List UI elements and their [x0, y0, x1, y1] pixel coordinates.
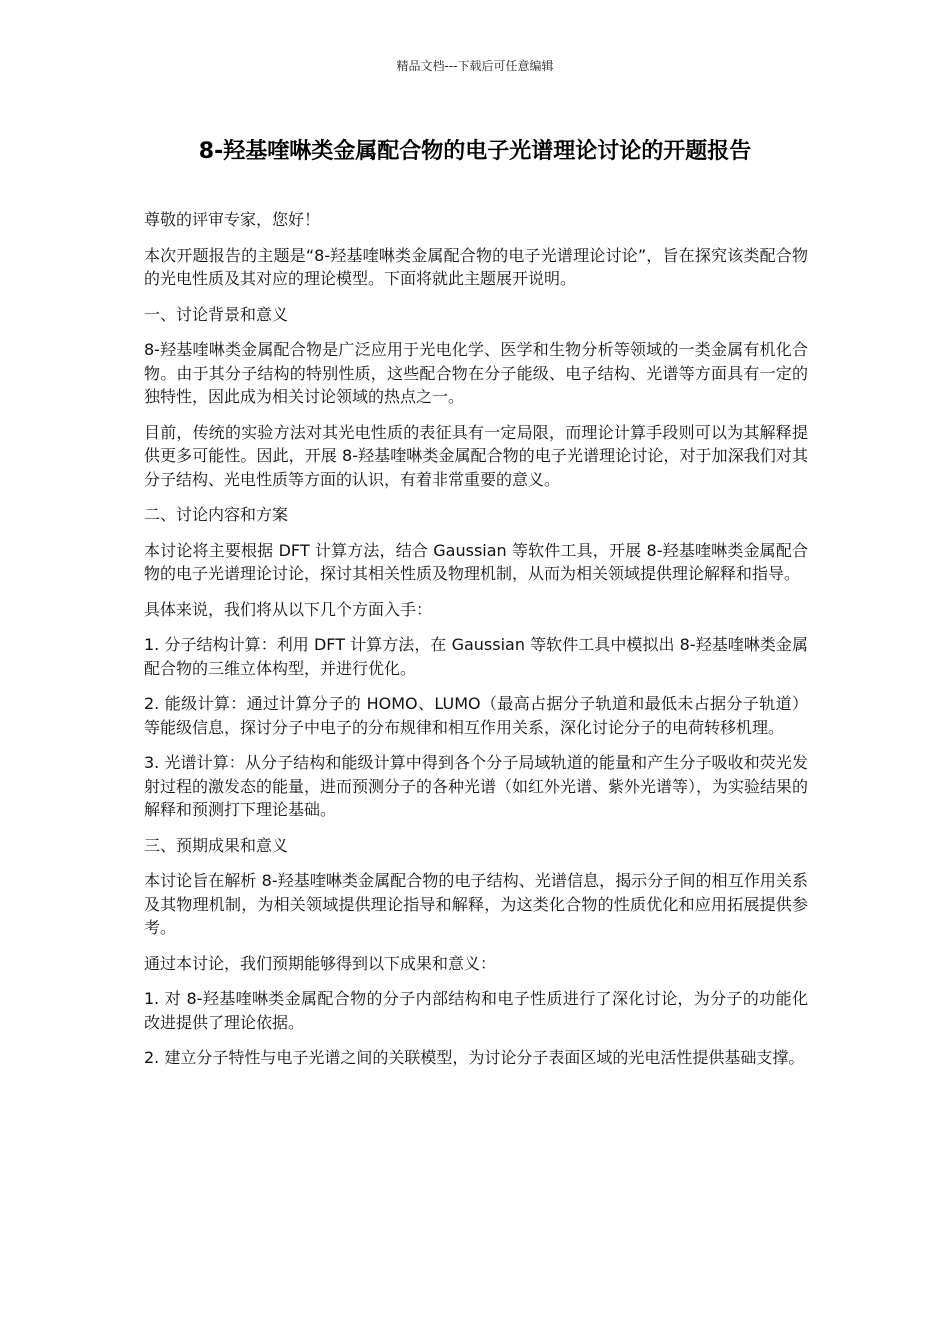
section-heading-outcomes: 三、预期成果和意义: [144, 835, 289, 855]
list-item: 2. 能级计算：通过计算分子的 HOMO、LUMO（最高占据分子轨道和最低未占据分子轨道）等能级信息，探讨分子中电子的分布规律和相互作用关系，深化讨论分子的电荷转移机理。: [144, 694, 808, 737]
content-paragraph-1: 本讨论将主要根据 DFT 计算方法，结合 Gaussian 等软件工具，开展 8-羟基喹啉类金属配合物的电子光谱理论讨论，探讨其相关性质及物理机制，从而为相关领域提供理论解释和指导。: [144, 540, 808, 583]
section-heading-content: 二、讨论内容和方案: [144, 505, 289, 524]
section-heading-background: 一、讨论背景和意义: [144, 304, 289, 324]
document-body: [144, 208, 808, 1082]
intro-paragraph: 本次开题报告的主题是“8-羟基喹啉类金属配合物的电子光谱理论讨论”，旨在探究该类配合物的光电性质及其对应的理论模型。下面将就此主题展开说明。: [144, 245, 808, 288]
list-item: 1. 分子结构计算：利用 DFT 计算方法，在 Gaussian 等软件工具中模拟出 8-羟基喹啉类金属配合物的三维立体构型，并进行优化。: [144, 635, 808, 678]
outcomes-paragraph-1: 本讨论旨在解析 8-羟基喹啉类金属配合物的电子结构、光谱信息，揭示分子间的相互作用关系及其物理机制，为相关领域提供理论指导和解释，为这类化合物的性质优化和应用拓展提供参考。: [144, 871, 808, 937]
list-item: 2. 建立分子特性与电子光谱之间的关联模型，为讨论分子表面区域的光电活性提供基础支撑。: [144, 1048, 805, 1067]
list-item: 3. 光谱计算：从分子结构和能级计算中得到各个分子局域轨道的能量和产生分子吸收和荧光发射过程的激发态的能量，进而预测分子的各种光谱（如红外光谱、紫外光谱等），为实验结果的解释和预测打下理论基础。: [144, 753, 809, 819]
background-paragraph-2: 目前，传统的实验方法对其光电性质的表征具有一定局限，而理论计算手段则可以为其解释提供更多可能性。因此，开展 8-羟基喹啉类金属配合物的电子光谱理论讨论，对于加深我们对其分子结构、光电性质等方面的认识，有着非常重要的意义。: [144, 422, 808, 489]
document-title: 8-羟基喹啉类金属配合物的电子光谱理论讨论的开题报告: [198, 139, 752, 164]
content-paragraph-2: 具体来说，我们将从以下几个方面入手：: [144, 599, 433, 619]
list-item: 1. 对 8-羟基喹啉类金属配合物的分子内部结构和电子性质进行了深化讨论，为分子的功能化改进提供了理论依据。: [144, 989, 808, 1032]
background-paragraph-1: 8-羟基喹啉类金属配合物是广泛应用于光电化学、医学和生物分析等领域的一类金属有机化合物。由于其分子结构的特别性质，这些配合物在分子能级、电子结构、光谱等方面具有一定的独特性，因此成为相关讨论领域的热点之一。: [144, 340, 808, 406]
outcomes-paragraph-2: 通过本讨论，我们预期能够得到以下成果和意义：: [144, 953, 497, 973]
header-note: 精品文档---下载后可任意编辑: [396, 59, 554, 73]
greeting: 尊敬的评审专家，您好！: [144, 210, 321, 229]
